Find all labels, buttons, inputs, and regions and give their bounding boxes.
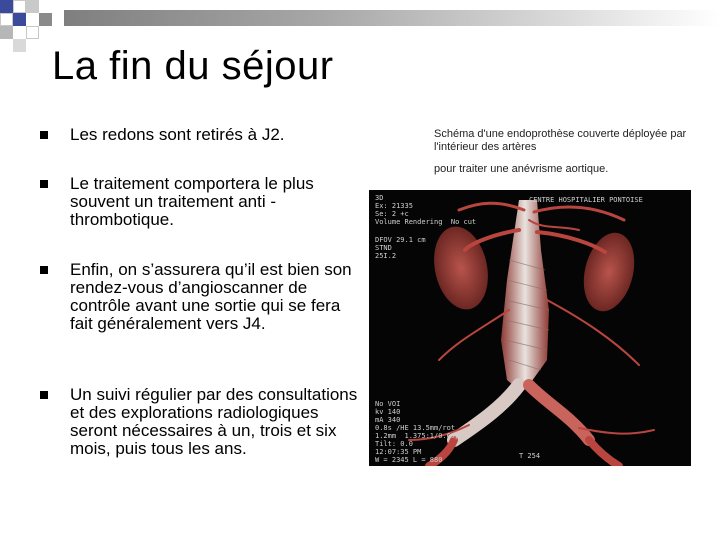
slide-title: La fin du séjour: [52, 44, 334, 88]
bullet-text: Le traitement comportera le plus souvent un traitement anti -thrombotique.: [70, 174, 314, 229]
caption-line-1: Schéma d'une endoprothèse couverte déployée par l'intérieur des artères: [434, 128, 687, 153]
bullet-text: Enfin, on s’assurera qu’il est bien son rendez-vous d’angioscanner de contrôle avant une sortie qui se fera fait généralement vers J4.: [70, 260, 352, 333]
scan-info-fov: DFOV 29.1 cm STND 25I.2: [375, 236, 426, 260]
bullet-square-icon: [40, 266, 48, 274]
bullet-square-icon: [40, 391, 48, 399]
decorative-header-squares: [0, 0, 720, 40]
scan-info-hospital: CENTRE HOSPITALIER PONTOISE: [529, 196, 643, 204]
scan-info-bottom-left: No VOI kv 140 mA 340 0.8s /HE 13.5mm/rot 1.2mm 1.375:1/0.6sp Tilt: 0.0 12:07:35 PM W = 2345 L = 880: [375, 400, 460, 464]
scan-info-bottom-right: T 254: [519, 452, 541, 460]
bullet-text: Les redons sont retirés à J2.: [70, 125, 285, 144]
bullet-square-icon: [40, 180, 48, 188]
bullet-text: Un suivi régulier par des consultations et des explorations radiologiques seront nécessaires à un, trois et six mois, puis tous les ans.: [70, 385, 358, 458]
header-gradient-bar: [64, 10, 720, 26]
angio-ct-image: [369, 190, 691, 466]
scan-info-top-left: 3D Ex: 21335 Se: 2 +c Volume Rendering No cut: [375, 194, 477, 226]
caption-line-2: pour traiter une anévrisme aortique.: [434, 163, 609, 175]
image-caption: [434, 128, 704, 176]
bullet-square-icon: [40, 131, 48, 139]
